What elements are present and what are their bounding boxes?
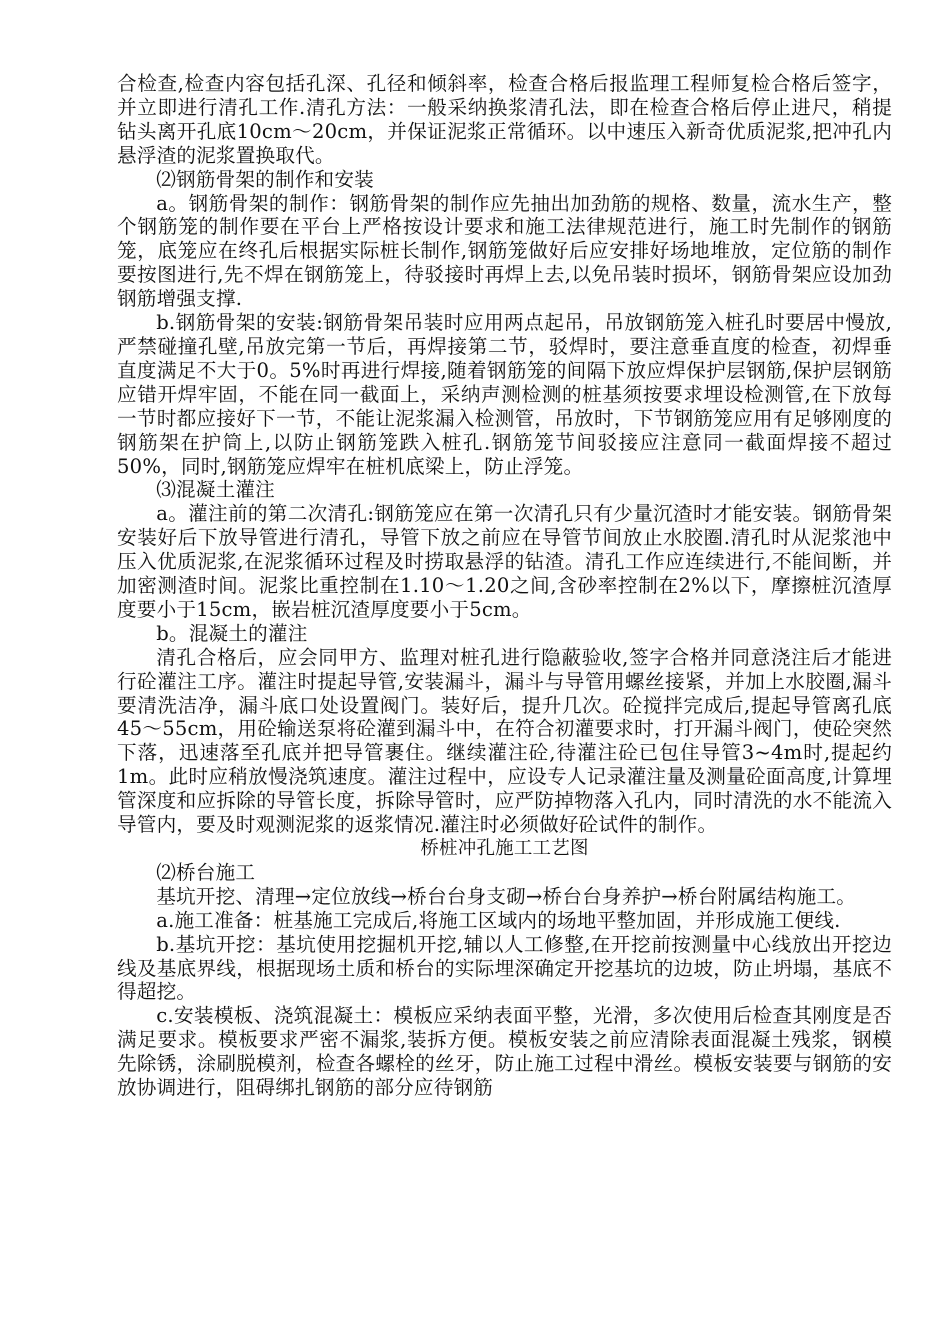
paragraph-construction-preparation: a.施工准备：桩基施工完成后,将施工区域内的场地平整加固，并形成施工便线. xyxy=(156,908,841,932)
heading-concrete-casting: b。混凝土的灌注 xyxy=(156,621,308,645)
paragraph-concrete-casting: 清孔合格后，应会同甲方、监理对桩孔进行隐蔽验收,签字合格并同意浇注后才能进行砼灌注工序。灌注时提起导管,安装漏斗，漏斗与导管用螺丝接紧，并加上水胶圈,漏斗要清洗洁净，漏斗底口处设置阀门。装好后，提升几次。砼搅拌完成后,提起导管离孔底45～55cm，用砼输送泵将砼灌到漏斗中，在符合初灌要求时，打开漏斗阀门，使砼突然下落，迅速落至孔底并把导管裹住。继续灌注砼,待灌注砼已包住导管3~4m时,提起约1m。此时应稍放慢浇筑速度。灌注过程中，应设专人记录灌注量及测量砼面高度,计算埋管深度和应拆除的导管长度，拆除导管时，应严防掉物落入孔内，同时清洗的水不能流入导管内，要及时观测泥浆的返浆情况.灌注时必须做好砼试件的制作。 xyxy=(117,645,892,837)
paragraph-foundation-excavation: b.基坑开挖：基坑使用挖掘机开挖,辅以人工修整,在开挖前按测量中心线放出开挖边线及基底界线，根据现场土质和桥台的实际埋深确定开挖基坑的边坡，防止坍塌，基底不得超挖。 xyxy=(117,932,892,1004)
heading-rebar-cage: ⑵钢筋骨架的制作和安装 xyxy=(156,167,374,191)
heading-abutment-construction: ⑵桥台施工 xyxy=(156,860,256,884)
paragraph-formwork-and-concrete: c.安装模板、浇筑混凝土：模板应采纳表面平整，光滑，多次使用后检查其刚度是否满足要求。模板要求严密不漏浆,装拆方便。模板安装之前应清除表面混凝土残浆，钢模先除锈，涂刷脱模剂，检查各螺栓的丝牙，防止施工过程中滑丝。模板安装要与钢筋的安放协调进行，阻碍绑扎钢筋的部分应待钢筋 xyxy=(117,1004,892,1100)
paragraph-continuation-hole-cleaning: 合检查,检查内容包括孔深、孔径和倾斜率，检查合格后报监理工程师复检合格后签字，并立即进行清孔工作.清孔方法：一般采纳换浆清孔法，即在检查合格后停止进尺，稍提钻头离开孔底10cm～20cm，并保证泥浆正常循环。以中速压入新奇优质泥浆,把冲孔内悬浮渣的泥浆置换取代。 xyxy=(117,72,892,167)
paragraph-second-hole-cleaning: a。灌注前的第二次清孔:钢筋笼应在第一次清孔只有少量沉渣时才能安装。钢筋骨架安装好后下放导管进行清孔，导管下放之前应在导管节间放止水胶圈.清孔时从泥浆池中压入优质泥浆,在泥浆循环过程及时捞取悬浮的钻渣。清孔工作应连续进行,不能间断，并加密测渣时间。泥浆比重控制在1.10～1.20之间,含砂率控制在2%以下，摩擦桩沉渣厚度要小于15cm，嵌岩桩沉渣厚度要小于5cm。 xyxy=(117,502,892,621)
document-page xyxy=(117,72,892,1100)
paragraph-rebar-cage-installation: b.钢筋骨架的安装:钢筋骨架吊装时应用两点起吊，吊放钢筋笼入桩孔时要居中慢放,严禁碰撞孔壁,吊放完第一节后，再焊接第二节，驳焊时，要注意垂直度的检查，初焊垂直度满足不大于0。5%时再进行焊接,随着钢筋笼的间隔下放应焊保护层钢筋,保护层钢筋应错开焊牢固，不能在同一截面上，采纳声测检测的桩基须按要求埋设检测管,在下放每一节时都应接好下一节，不能让泥浆漏入检测管，吊放时，下节钢筋笼应用有足够刚度的钢筋架在护筒上,以防止钢筋笼跌入桩孔.钢筋笼节间驳接应注意同一截面焊接不超过50%，同时,钢筋笼应焊牢在桩机底梁上，防止浮笼。 xyxy=(117,311,892,478)
figure-caption: 桥桩冲孔施工工艺图 xyxy=(420,838,589,859)
heading-concrete-pouring: ⑶混凝土灌注 xyxy=(156,478,275,502)
paragraph-rebar-cage-fabrication: a。钢筋骨架的制作：钢筋骨架的制作应先抽出加劲筋的规格、数量，流水生产，整个钢筋笼的制作要在平台上严格按设计要求和施工法律规范进行，施工时先制作的钢筋笼，底笼应在终孔后根据实际桩长制作,钢筋笼做好后应安排好场地堆放，定位筋的制作要按图进行,先不焊在钢筋笼上，待驳接时再焊上去,以免吊装时损坏，钢筋骨架应设加劲钢筋增强支撑. xyxy=(117,191,892,311)
paragraph-abutment-process-flow: 基坑开挖、清理→定位放线→桥台台身支砌→桥台台身养护→桥台附属结构施工。 xyxy=(156,884,857,908)
